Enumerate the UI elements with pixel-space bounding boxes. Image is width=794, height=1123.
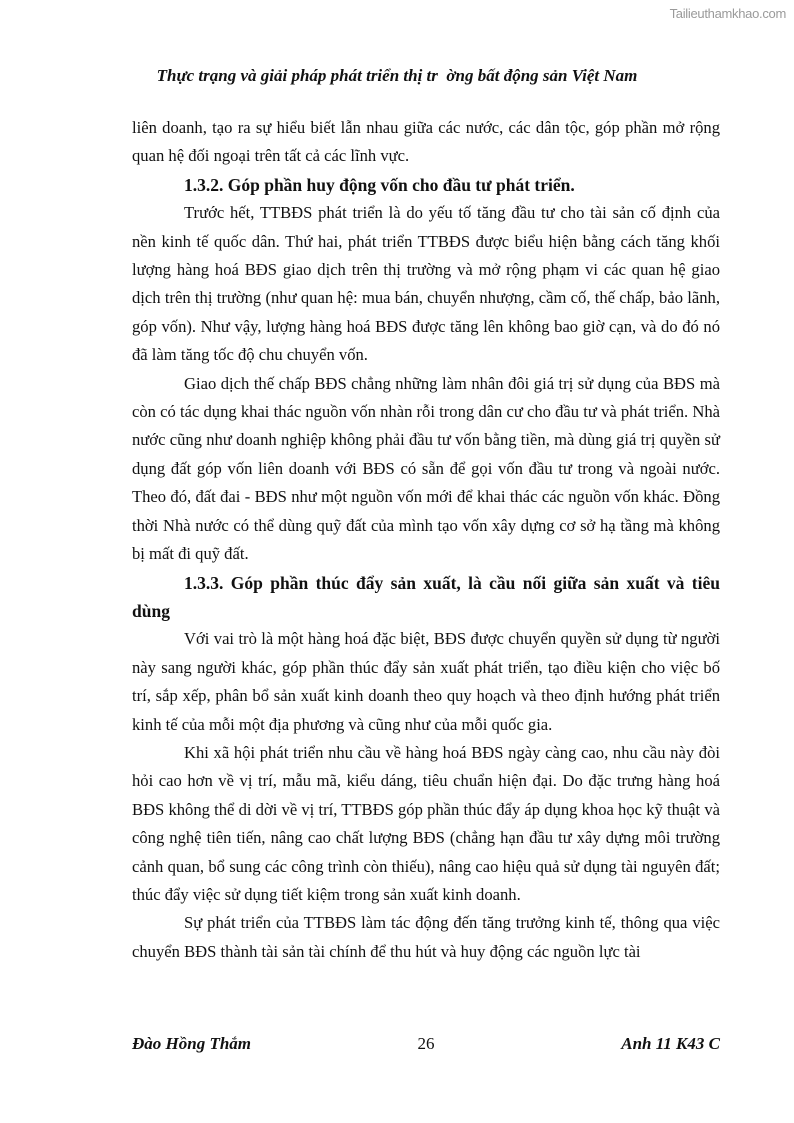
- page-number: 26: [417, 1034, 435, 1053]
- footer-author: Đào Hồng Thắm: [132, 1034, 252, 1053]
- paragraph: Sự phát triển của TTBĐS làm tác động đến tăng trưởng kinh tế, thông qua việc chuyển BĐS thành tài sản tài chính để thu hút và huy động các nguồn lực tài: [132, 913, 720, 961]
- page-footer: [132, 1034, 720, 1058]
- watermark: Tailieuthamkhao.com: [669, 6, 786, 21]
- paragraph: liên doanh, tạo ra sự hiểu biết lẫn nhau giữa các nước, các dân tộc, góp phần mở rộng quan hệ đối ngoại trên tất cả các lĩnh vực.: [132, 118, 720, 166]
- paragraph: Trước hết, TTBĐS phát triển là do yếu tố tăng đầu tư cho tài sản cố định của nền kinh tế quốc dân. Thứ hai, phát triển TTBĐS được biểu hiện bằng cách tăng khối lượng hàng hoá BĐS giao dịch trên thị trường và mở rộng phạm vi các quan hệ giao dịch trên thị trường (như quan hệ: mua bán, chuyển nhượng, cầm cố, thế chấp, bảo lãnh, góp vốn). Như vậy, lượng hàng hoá BĐS được tăng lên không bao giờ cạn, và do đó nó đã làm tăng tốc độ chu chuyển vốn.: [132, 203, 720, 365]
- document-body: [132, 114, 720, 966]
- paragraph: Giao dịch thế chấp BĐS chẳng những làm nhân đôi giá trị sử dụng của BĐS mà còn có tác dụng khai thác nguồn vốn nhàn rỗi trong dân cư cho đầu tư và phát triển. Nhà nước cũng như doanh nghiệp không phải đầu tư vốn bằng tiền, mà dùng giá trị quyền sử dụng đất góp vốn liên doanh với BĐS có sẵn để gọi vốn đầu tư trong và ngoài nước. Theo đó, đất đai - BĐS như một nguồn vốn mới để khai thác các nguồn vốn khác. Đồng thời Nhà nước có thể dùng quỹ đất của mình tạo vốn xây dựng cơ sở hạ tầng mà không bị mất đi quỹ đất.: [132, 373, 720, 564]
- section-heading-1-3-2: 1.3.2. Góp phần huy động vốn cho đầu tư phát triển.: [184, 174, 575, 195]
- section-heading-1-3-3: 1.3.3. Góp phần thúc đẩy sản xuất, là cầu nối giữa sản xuất và tiêu dùng: [132, 572, 720, 621]
- footer-class-code: Anh 11 K43 C: [621, 1034, 720, 1053]
- paragraph: Với vai trò là một hàng hoá đặc biệt, BĐS được chuyển quyền sử dụng từ người này sang người khác, góp phần thúc đẩy sản xuất phát triển, tạo điều kiện cho việc bố trí, sắp xếp, phân bổ sản xuất kinh doanh theo quy hoạch và theo định hướng phát triển kinh tế của mỗi một địa phương và cũng như của mỗi quốc gia.: [132, 629, 720, 734]
- running-header-title: Thực trạng và giải pháp phát triển thị tr ờng bất động sản Việt Nam: [156, 66, 638, 85]
- paragraph: Khi xã hội phát triển nhu cầu về hàng hoá BĐS ngày càng cao, nhu cầu này đòi hỏi cao hơn về vị trí, mẫu mã, kiểu dáng, tiêu chuẩn hiện đại. Do đặc trưng hàng hoá BĐS không thể di dời về vị trí, TTBĐS góp phần thúc đẩy áp dụng khoa học kỹ thuật và công nghệ tiên tiến, nâng cao chất lượng BĐS (chẳng hạn đầu tư xây dựng môi trường cảnh quan, bổ sung các công trình còn thiếu), nâng cao hiệu quả sử dụng tài nguyên đất; thúc đẩy việc sử dụng tiết kiệm trong sản xuất kinh doanh.: [132, 742, 720, 904]
